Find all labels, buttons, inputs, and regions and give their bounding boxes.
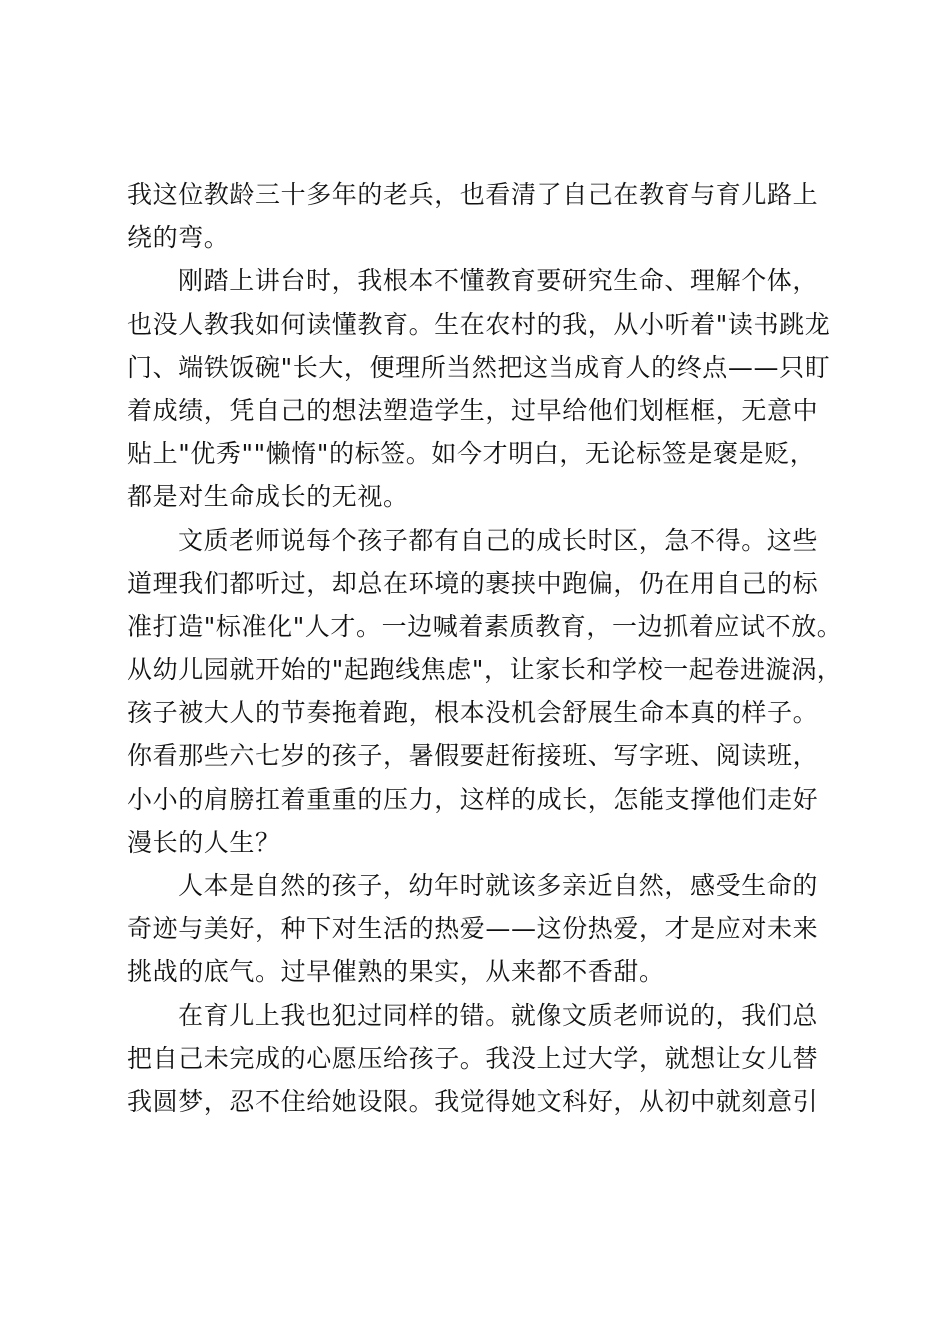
text-line: 漫长的人生？ xyxy=(127,827,281,857)
text-line: 挑战的底气。过早催熟的果实，从来都不香甜。 xyxy=(127,957,665,987)
text-line: 把自己未完成的心愿压给孩子。我没上过大学，就想让女儿替 xyxy=(127,1043,819,1073)
body-text xyxy=(127,173,847,1123)
text-line: 准打造"标准化"人才。一边喊着素质教育，一边抓着应试不放。 xyxy=(127,611,843,641)
text-line: 也没人教我如何读懂教育。生在农村的我，从小听着"读书跳龙 xyxy=(127,309,831,339)
text-line: 绕的弯。 xyxy=(127,223,230,253)
text-line: 小小的肩膀扛着重重的压力，这样的成长，怎能支撑他们走好 xyxy=(127,784,819,814)
text-line: 道理我们都听过，却总在环境的裹挟中跑偏，仍在用自己的标 xyxy=(127,568,819,598)
text-line: 在育儿上我也犯过同样的错。就像文质老师说的，我们总 xyxy=(178,1000,819,1030)
text-line: 我这位教龄三十多年的老兵，也看清了自己在教育与育儿路上 xyxy=(127,180,819,209)
text-line: 孩子被大人的节奏拖着跑，根本没机会舒展生命本真的样子。 xyxy=(127,698,819,728)
text-line: 刚踏上讲台时，我根本不懂教育要研究生命、理解个体， xyxy=(178,266,819,296)
text-line: 都是对生命成长的无视。 xyxy=(127,482,409,512)
text-line: 从幼儿园就开始的"起跑线焦虑"，让家长和学校一起卷进漩涡， xyxy=(127,655,843,685)
text-line: 奇迹与美好，种下对生活的热爱——这份热爱，才是应对未来 xyxy=(127,914,819,944)
text-line: 文质老师说每个孩子都有自己的成长时区，急不得。这些 xyxy=(178,525,819,555)
text-line: 我圆梦，忍不住给她设限。我觉得她文科好，从初中就刻意引 xyxy=(127,1086,819,1116)
text-line: 贴上"优秀""懒惰"的标签。如今才明白，无论标签是褒是贬， xyxy=(127,439,816,469)
text-line: 着成绩，凭自己的想法塑造学生，过早给他们划框框，无意中 xyxy=(127,395,819,425)
text-line: 你看那些六七岁的孩子，暑假要赶衔接班、写字班、阅读班， xyxy=(127,741,819,771)
text-line: 人本是自然的孩子，幼年时就该多亲近自然，感受生命的 xyxy=(178,871,819,900)
text-line: 门、端铁饭碗"长大，便理所当然把这当成育人的终点——只盯 xyxy=(127,352,831,382)
